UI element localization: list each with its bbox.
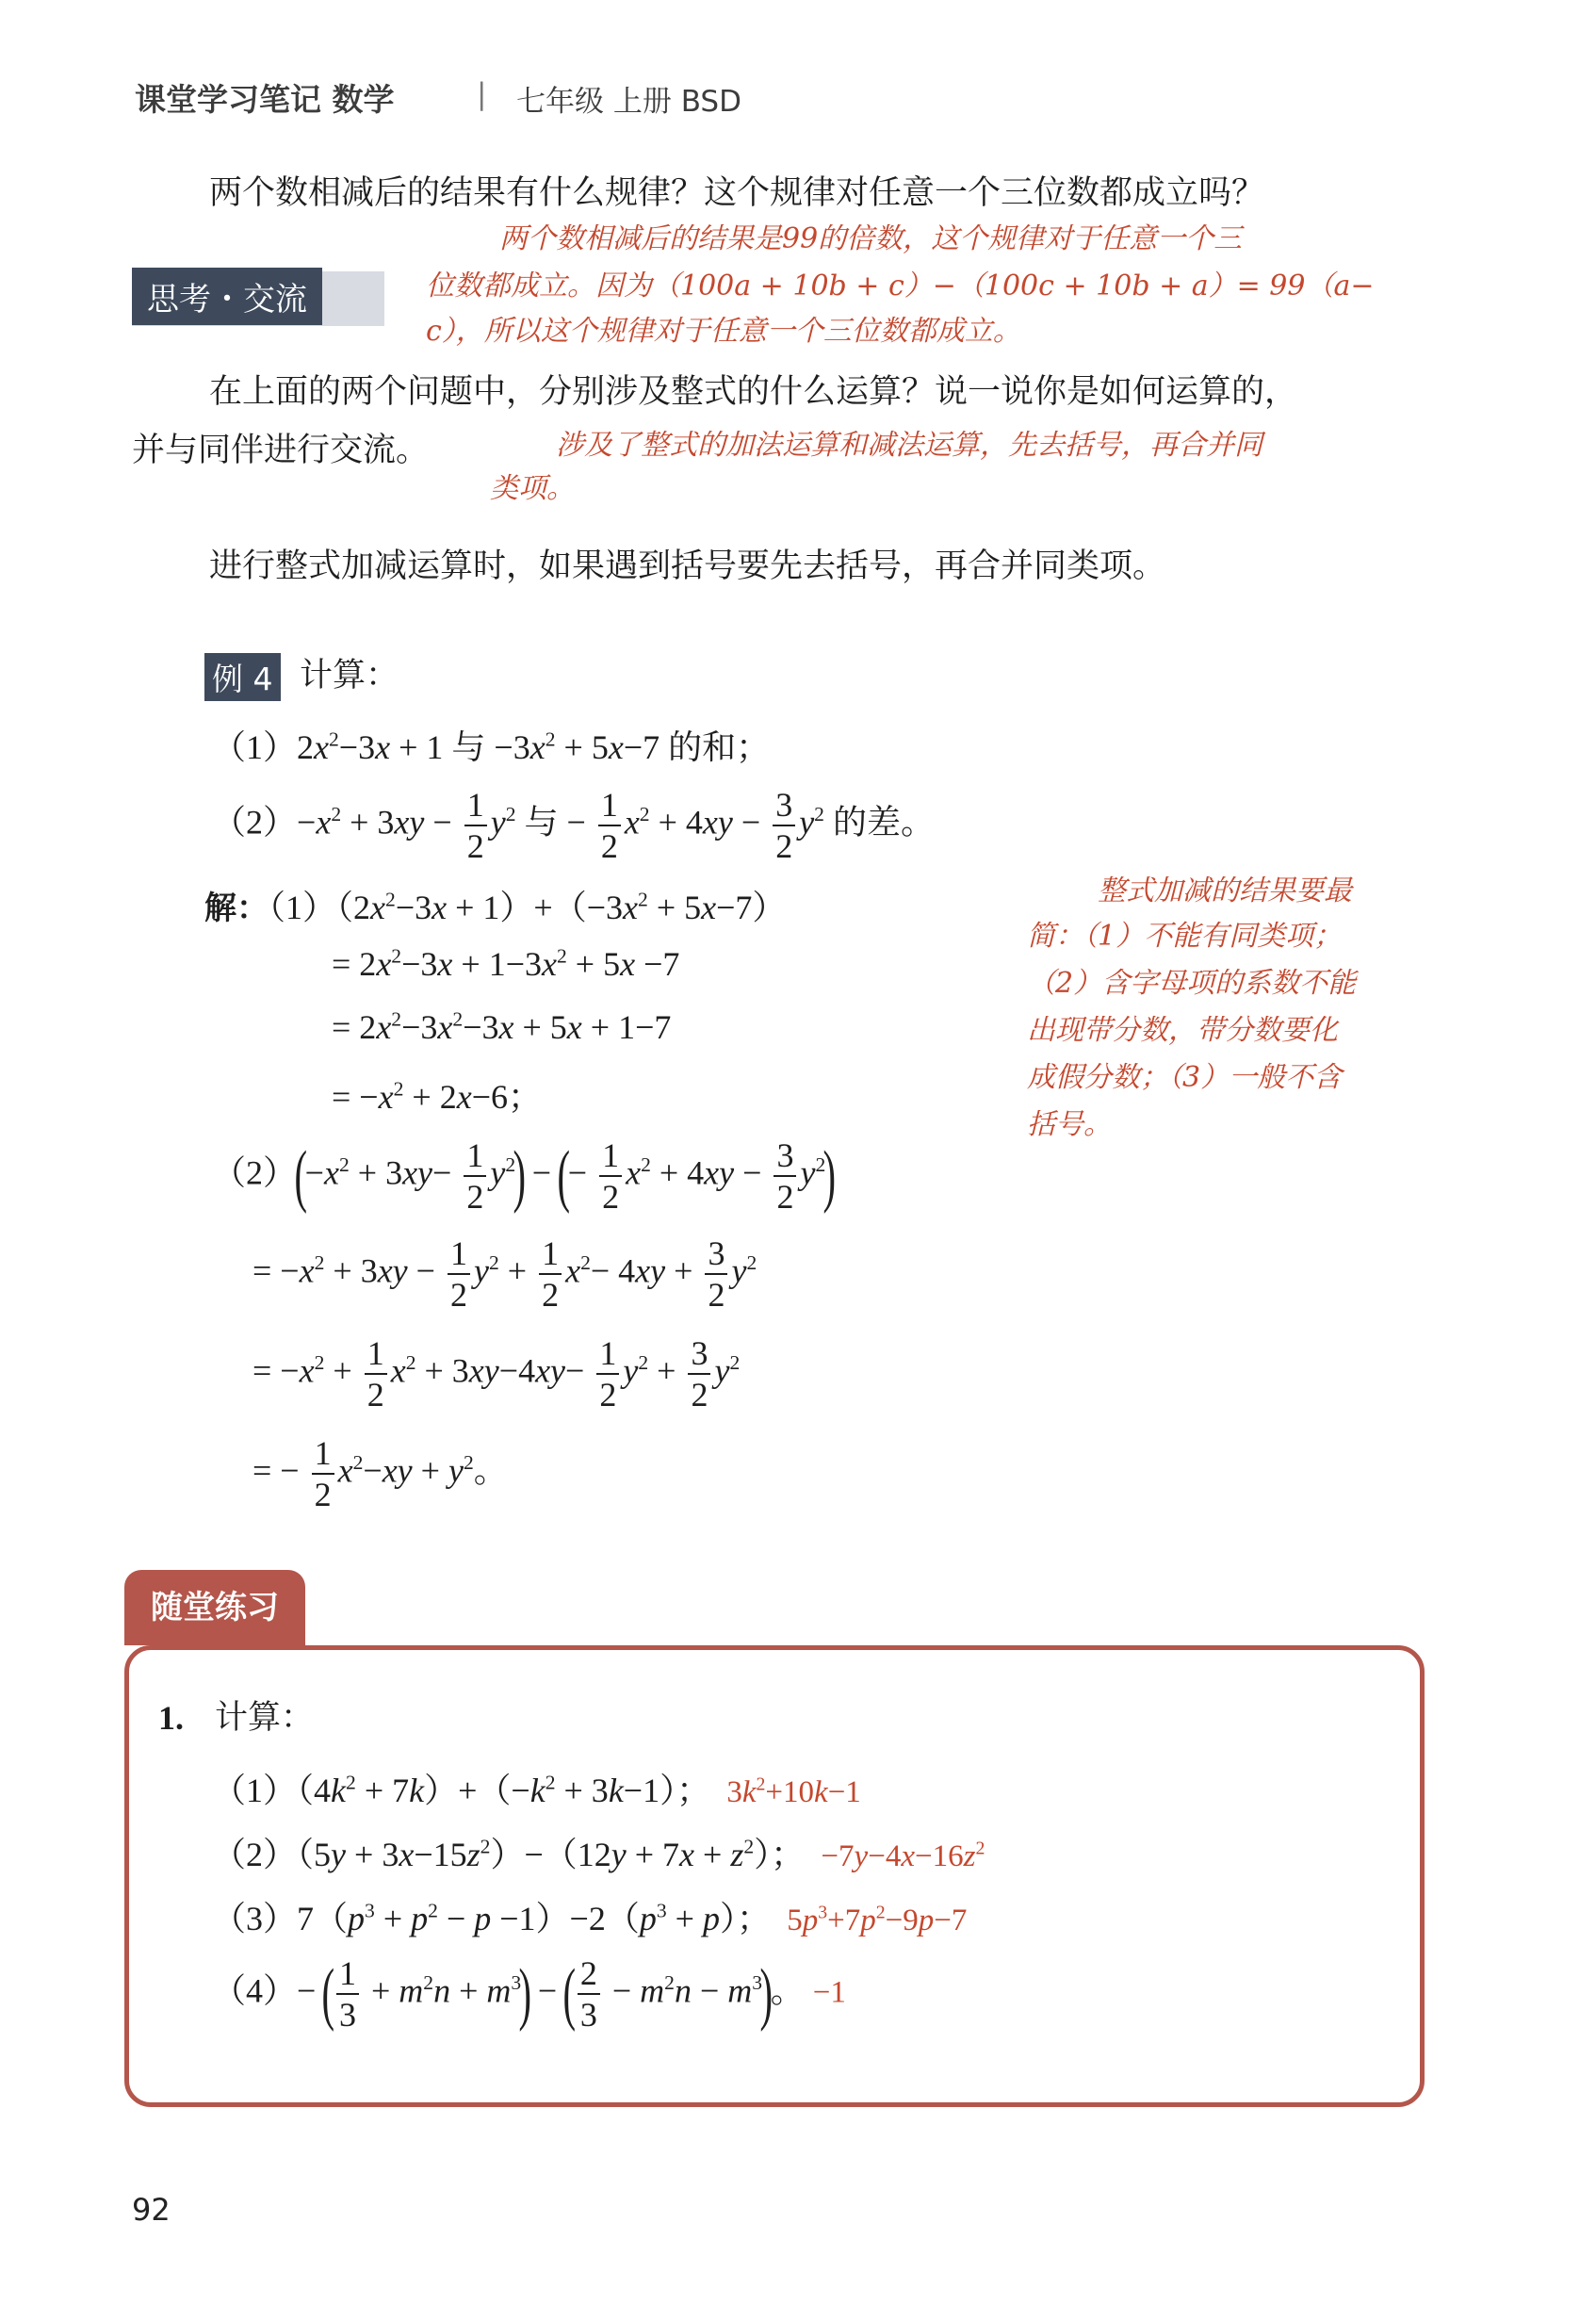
s1-label: （1） bbox=[269, 889, 337, 926]
book-title: 课堂学习笔记 数学 bbox=[135, 81, 395, 118]
solution-label: 解： bbox=[204, 890, 269, 927]
solution-line-3: = $2x^2-3x^2-3x + 5x + 1-7$ bbox=[332, 1007, 672, 1046]
note-line5: 成假分数；（3）一般不含 bbox=[1027, 1061, 1343, 1094]
p3-label: （3） bbox=[212, 1900, 298, 1937]
intro-answer-line2: 位数都成立。因为（100a + 10b + c）−（100c + 10b + a）= 99（a− bbox=[426, 270, 1375, 302]
note-line1: 整式加减的结果要最 bbox=[1098, 874, 1352, 907]
note-line2: 简：（1）不能有同类项； bbox=[1027, 920, 1343, 953]
solution2-line-3: = $-x^2$ + $\frac{1}{2}$ $x^2 + 3xy-4xy-$ $\frac{1}{2}$ $y^2$ + $\frac{3}{2}$ $y^2$ bbox=[252, 1334, 741, 1413]
solution-line-2: = $2x^2-3x + 1-3x^2 + 5x -7$ bbox=[332, 944, 680, 983]
practice-item-2: $(2)(5y + 3x-15z^2)-(12y + 7x + z^2)$； $-7y-4x-16z^2$ bbox=[212, 1835, 985, 1873]
practice-answer-1: $3k^2+10k-1$ bbox=[719, 1773, 861, 1809]
solution2-line-2: = $-x^2 + 3xy$ − $\frac{1}{2}$ $y^2$ + $\frac{1}{2}$ $x^2- 4xy$ + $\frac{3}{2}$ $y^2$ bbox=[252, 1234, 757, 1314]
p4-label: （4） bbox=[212, 1971, 298, 2010]
note-line3: （2）含字母项的系数不能 bbox=[1027, 967, 1357, 1000]
q1-label: （1） bbox=[212, 728, 298, 766]
page-number: 92 bbox=[132, 2192, 171, 2228]
practice-answer-3: $5p^3+7p^2-9p-7$ bbox=[778, 1902, 968, 1937]
practice-answer-2: $-7y-4x-16z^2$ bbox=[813, 1838, 985, 1873]
q2-and: 与 bbox=[524, 803, 559, 842]
q1-and: 与 bbox=[451, 728, 486, 766]
header-separator: | bbox=[477, 77, 487, 111]
note-line6: 括号。 bbox=[1027, 1108, 1112, 1141]
discussion-line2: 并与同伴进行交流。 bbox=[132, 432, 430, 469]
p1-label: （1） bbox=[212, 1772, 298, 1809]
discussion-answer-line1: 涉及了整式的加法运算和减法运算，先去括号，再合并同 bbox=[556, 429, 1262, 462]
q1-end: 的和； bbox=[668, 728, 771, 766]
note-line4: 出现带分数，带分数要化 bbox=[1027, 1014, 1338, 1047]
solution-line-1: 解：$(1)(2x^2-3x + 1)+(-3x^2 + 5x-7)$ bbox=[204, 888, 787, 927]
practice-item-3: $(3)7(p^3 + p^2 - p -1)-2(p^3 + p)$； $5p^3+7p^2-9p-7$ bbox=[212, 1899, 968, 1937]
example-question-1: $(1)2x^2-3x + 1$ 与 $-3x^2 + 5x-7$ 的和； bbox=[212, 727, 771, 766]
rule-statement: 进行整式加减运算时，如果遇到括号要先去括号，再合并同类项。 bbox=[209, 547, 1166, 585]
q2-label: （2） bbox=[212, 803, 298, 842]
solution-line-4: = $-x^2 + 2x-6$； bbox=[332, 1077, 543, 1116]
practice-answer-4: −1 bbox=[812, 1975, 846, 2010]
q2-end: 的差。 bbox=[832, 803, 935, 842]
practice-tab: 随堂练习 bbox=[124, 1570, 305, 1645]
example-question-2: $(2)-x^2 + 3xy$ − $\frac{1}{2}$ $y^2$ 与 − $\frac{1}{2}$ $x^2 + 4xy$ − $\frac{3}{2}$ $y^2$ 的差。 bbox=[212, 786, 935, 865]
intro-answer-line1: 两个数相减后的结果是99的倍数，这个规律对于任意一个三 bbox=[499, 222, 1243, 255]
intro-question: 两个数相减后的结果有什么规律？这个规律对任意一个三位数都成立吗？ bbox=[209, 174, 1265, 212]
example-title: 计算： bbox=[300, 657, 399, 694]
practice-number: 1. bbox=[158, 1699, 184, 1737]
s2-label: （2） bbox=[212, 1153, 298, 1192]
intro-answer-line3: c），所以这个规律对于任意一个三位数都成立。 bbox=[426, 315, 1021, 348]
practice-title: 计算： bbox=[215, 1699, 315, 1737]
s1-semicolon: ； bbox=[508, 1078, 543, 1116]
discussion-line1: 在上面的两个问题中，分别涉及整式的什么运算？说一说你是如何运算的， bbox=[209, 373, 1298, 411]
example-badge: 例 4 bbox=[204, 653, 281, 701]
book-subtitle: 七年级 上册 BSD bbox=[516, 85, 741, 119]
p2-label: （2） bbox=[212, 1836, 298, 1873]
s2-period: 。 bbox=[473, 1451, 508, 1490]
think-exchange-tag: 思考・交流 bbox=[132, 268, 322, 325]
solution2-line-4: = − $\frac{1}{2}$ $x^2-xy + y^2$。 bbox=[252, 1434, 508, 1513]
practice-item-4: （4）− ( $\frac{1}{3}$ + $m^2n + m^3$) − ( $\frac{2}{3}$ − $m^2n - m^3$)。 −1 bbox=[212, 1954, 846, 2034]
discussion-answer-line2: 类项。 bbox=[490, 472, 575, 505]
practice-box bbox=[124, 1645, 1425, 2107]
practice-item-1: $(1)(4k^2 + 7k)+(-k^2 + 3k-1)$； $3k^2+10k-1$ bbox=[212, 1771, 861, 1809]
solution2-line-1: $(2)(-x^2 + 3xy-$ $\frac{1}{2}$ $y^2$) − (− $\frac{1}{2}$ $x^2 + 4xy$ − $\frac{3}{2}$ $y^2$) bbox=[212, 1136, 837, 1216]
